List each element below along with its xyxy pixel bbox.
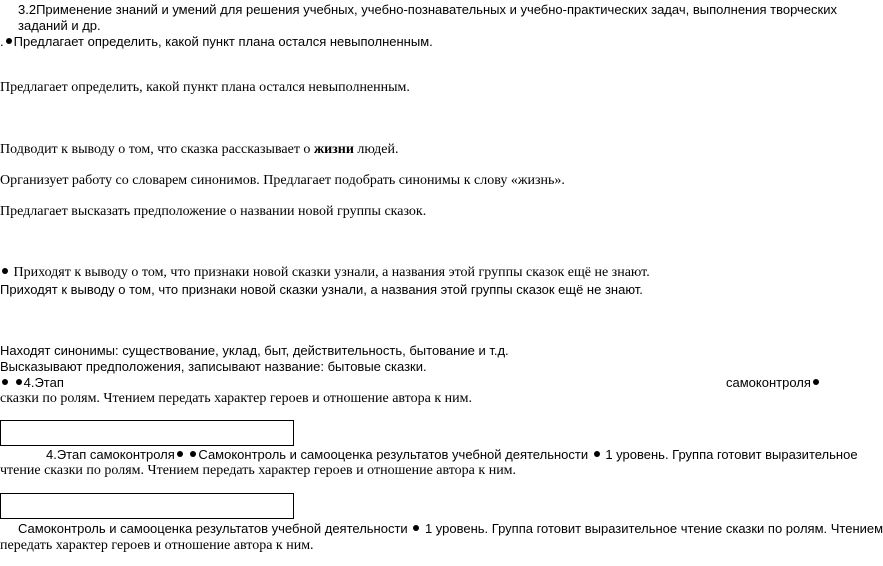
conclusion-serif-text: Приходят к выводу о том, что признаки новой сказки узнали, а названия этой группы сказок ещё не знают. xyxy=(13,265,650,280)
section-heading-line-1: 3.2Применение знаний и умений для решения учебных, учебно-познавательных и учебно-практических задач, выполнения творческих xyxy=(18,2,837,17)
stage-full-line xyxy=(46,447,858,463)
conclusion-sans-line: Приходят к выводу о том, что признаки новой сказки узнали, а названия этой группы сказок ещё не знают. xyxy=(0,282,643,297)
synonyms-found-line: Находят синонимы: существование, уклад, быт, действительность, бытование и т.д. xyxy=(0,343,509,358)
bullet-icon xyxy=(190,451,196,457)
self-control-label: самоконтроля xyxy=(726,375,811,390)
conclusion-text-after: людей. xyxy=(353,142,399,157)
stage-self-control: 4.Этап самоконтроля xyxy=(46,447,175,462)
conclusion-text-before: Подводит к выводу о том, что сказка рассказывает о xyxy=(0,142,314,157)
plan-text: Предлагает определить, какой пункт плана остался невыполненным. xyxy=(13,34,433,49)
conclusion-bold-word: жизни xyxy=(313,142,354,157)
final-line: передать характер героев и отношение автора к ним. xyxy=(0,538,314,553)
bullet-icon xyxy=(177,451,183,457)
bullet-icon xyxy=(813,379,819,385)
hypotheses-line: Высказывают предположения, записывают название: бытовые сказки. xyxy=(0,359,427,374)
self-assessment-text: Самоконтроль и самооценка результатов учебной деятельности xyxy=(18,521,408,536)
bullet-icon xyxy=(2,268,8,274)
level-text: 1 уровень. Группа готовит выразительное xyxy=(605,447,858,462)
bullet-icon xyxy=(2,379,8,385)
synonyms-task-line: Организует работу со словарем синонимов. Предлагает подобрать синонимы к слову «жизнь». xyxy=(0,173,565,188)
reading-line: чтение сказки по ролям. Чтением передать характер героев и отношение автора к ним. xyxy=(0,463,517,478)
bullet-icon xyxy=(6,38,12,44)
plan-line-sans xyxy=(0,34,433,50)
level-text: 1 уровень. Группа готовит выразительное чтение сказки по ролям. Чтением xyxy=(424,521,883,536)
bullet-icon xyxy=(16,379,22,385)
empty-cell-box xyxy=(0,420,294,446)
guess-title-line: Предлагает высказать предположение о названии новой группы сказок. xyxy=(0,204,427,219)
empty-cell-box xyxy=(0,493,294,519)
conclusion-line xyxy=(0,142,399,158)
stage-left xyxy=(0,375,64,391)
dot-prefix: . xyxy=(0,34,4,49)
stage-label: 4.Этап xyxy=(23,375,64,390)
bullet-icon xyxy=(594,451,600,457)
roles-line: сказки по ролям. Чтением передать характер героев и отношение автора к ним. xyxy=(0,391,472,406)
self-assessment-line xyxy=(18,521,883,537)
conclusion-serif-line xyxy=(0,265,650,281)
self-assessment-text: Самоконтроль и самооценка результатов учебной деятельности xyxy=(198,447,589,462)
bullet-icon xyxy=(413,525,419,531)
section-heading-line-2: заданий и др. xyxy=(18,18,101,33)
plan-line-serif: Предлагает определить, какой пункт плана остался невыполненным. xyxy=(0,80,410,95)
stage-right xyxy=(726,375,821,391)
